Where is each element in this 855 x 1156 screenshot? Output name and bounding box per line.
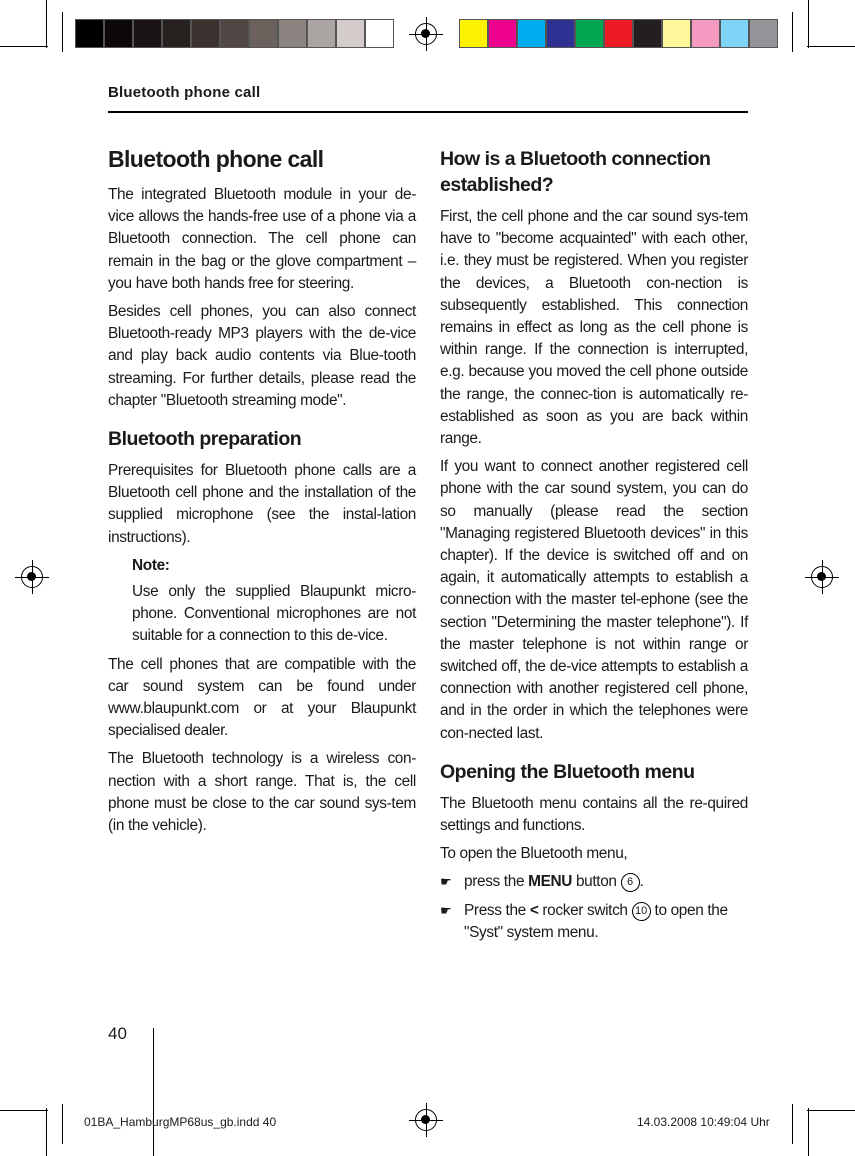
paragraph: The Bluetooth technology is a wireless con-nection with a short range. That is, the cell phone must be close to the car sound sys-tem (in the vehicle). bbox=[108, 750, 416, 835]
page-number: 40 bbox=[108, 1024, 127, 1043]
color-swatch bbox=[75, 19, 104, 48]
color-swatch bbox=[336, 19, 365, 48]
step-text: press the MENU button 6 . bbox=[464, 873, 644, 891]
page-title: Bluetooth phone call bbox=[108, 146, 324, 172]
crop-mark bbox=[808, 1108, 809, 1156]
color-swatch bbox=[749, 19, 778, 48]
color-swatch bbox=[575, 19, 604, 48]
color-swatch bbox=[546, 19, 575, 48]
color-swatch bbox=[278, 19, 307, 48]
paragraph: To open the Bluetooth menu, bbox=[440, 845, 628, 863]
note-box bbox=[132, 555, 416, 648]
color-swatch bbox=[517, 19, 546, 48]
section-heading-preparation: Bluetooth preparation bbox=[108, 428, 302, 451]
crop-mark bbox=[62, 12, 63, 52]
button-number-badge: 10 bbox=[632, 902, 651, 921]
color-swatch bbox=[104, 19, 133, 48]
color-swatch bbox=[365, 19, 394, 48]
button-number-badge: 6 bbox=[621, 873, 640, 892]
registration-mark-icon bbox=[415, 23, 437, 45]
color-swatch bbox=[720, 19, 749, 48]
paragraph: If you want to connect another registered cell phone with the car sound system, you can do so manually (please read the section "Managing registered Bluetooth devices" in this chapter). If the device is switched off and on again, it automatically attempts to establish a connection with the master tel-ephone (see the section "Determining the master telephone"). If the master telephone is not within range or switched off, the de-vice attempts to establish a connection with another registered cell phone, and in the order in which the telephones were con-nected last. bbox=[440, 458, 748, 742]
crop-mark bbox=[0, 46, 48, 47]
color-swatch bbox=[249, 19, 278, 48]
paragraph: First, the cell phone and the car sound sys-tem have to "become acquainted" with each other, i.e. they must be registered. When you register the devices, a Bluetooth con-nection is subsequently established. This connection remains in effect as long as the cell phone is within range. If the connection is interrupted, e.g. because you moved the cell phone outside the range, the connec-tion is automatically re-established as soon as you are back within range. bbox=[440, 208, 748, 448]
chevron-left-icon: < bbox=[529, 901, 539, 919]
registration-mark-icon bbox=[811, 566, 833, 588]
color-swatch bbox=[133, 19, 162, 48]
paragraph: The Bluetooth menu contains all the re-quired settings and functions. bbox=[440, 794, 748, 835]
pointing-hand-icon: ☛ bbox=[440, 902, 452, 918]
right-column bbox=[440, 140, 748, 950]
header-rule bbox=[108, 111, 748, 113]
crop-mark bbox=[807, 46, 855, 47]
color-swatch bbox=[662, 19, 691, 48]
paragraph: Besides cell phones, you can also connect Bluetooth-ready MP3 players with the de-vice and play back audio contents via Blue-tooth streaming. For further details, please read the chapter "Bluetooth streaming mode". bbox=[108, 303, 416, 409]
crop-mark bbox=[0, 1110, 48, 1111]
instruction-step bbox=[440, 900, 748, 944]
left-column bbox=[108, 140, 416, 843]
paragraph: The cell phones that are compatible with the car sound system can be found under www.blaupunkt.com or at your Blaupunkt specialised dealer. bbox=[108, 655, 416, 740]
note-text: Use only the supplied Blaupunkt micro-phone. Conventional microphones are not suitable for a connection to this de-vice. bbox=[132, 583, 416, 645]
color-swatch bbox=[604, 19, 633, 48]
registration-mark-icon bbox=[415, 1109, 437, 1131]
color-swatch bbox=[162, 19, 191, 48]
crop-mark bbox=[792, 12, 793, 52]
running-head: Bluetooth phone call bbox=[108, 84, 261, 101]
crop-mark bbox=[807, 1110, 855, 1111]
step-text: Press the < rocker switch 10 to open the "Syst" system menu. bbox=[464, 901, 728, 941]
crop-mark bbox=[792, 1104, 793, 1144]
instruction-step bbox=[440, 871, 748, 893]
color-swatch bbox=[488, 19, 517, 48]
color-swatch bbox=[691, 19, 720, 48]
paragraph: The integrated Bluetooth module in your de-vice allows the hands-free use of a phone via a Bluetooth connection. The cell phone can remain in the bag or the glove compartment – you have both hands free for steering. bbox=[108, 186, 416, 292]
crop-mark bbox=[46, 0, 47, 48]
crop-mark bbox=[153, 1028, 154, 1156]
color-swatch bbox=[191, 19, 220, 48]
footer-timestamp: 14.03.2008 10:49:04 Uhr bbox=[637, 1115, 770, 1129]
crop-mark bbox=[62, 1104, 63, 1144]
section-heading-menu: Opening the Bluetooth menu bbox=[440, 760, 695, 783]
pointing-hand-icon: ☛ bbox=[440, 874, 452, 890]
color-swatch bbox=[307, 19, 336, 48]
crop-mark bbox=[808, 0, 809, 48]
footer-filename: 01BA_HamburgMP68us_gb.indd 40 bbox=[84, 1115, 277, 1129]
color-swatch bbox=[633, 19, 662, 48]
note-label: Note: bbox=[132, 556, 170, 574]
color-swatch bbox=[459, 19, 488, 48]
section-heading-connection: How is a Bluetooth connection established? bbox=[440, 148, 711, 196]
paragraph: Prerequisites for Bluetooth phone calls are a Bluetooth cell phone and the installation of the supplied microphone (see the instal-lation instructions). bbox=[108, 462, 416, 546]
registration-mark-icon bbox=[21, 566, 43, 588]
crop-mark bbox=[46, 1108, 47, 1156]
menu-key-label: MENU bbox=[528, 873, 573, 891]
color-swatch bbox=[220, 19, 249, 48]
